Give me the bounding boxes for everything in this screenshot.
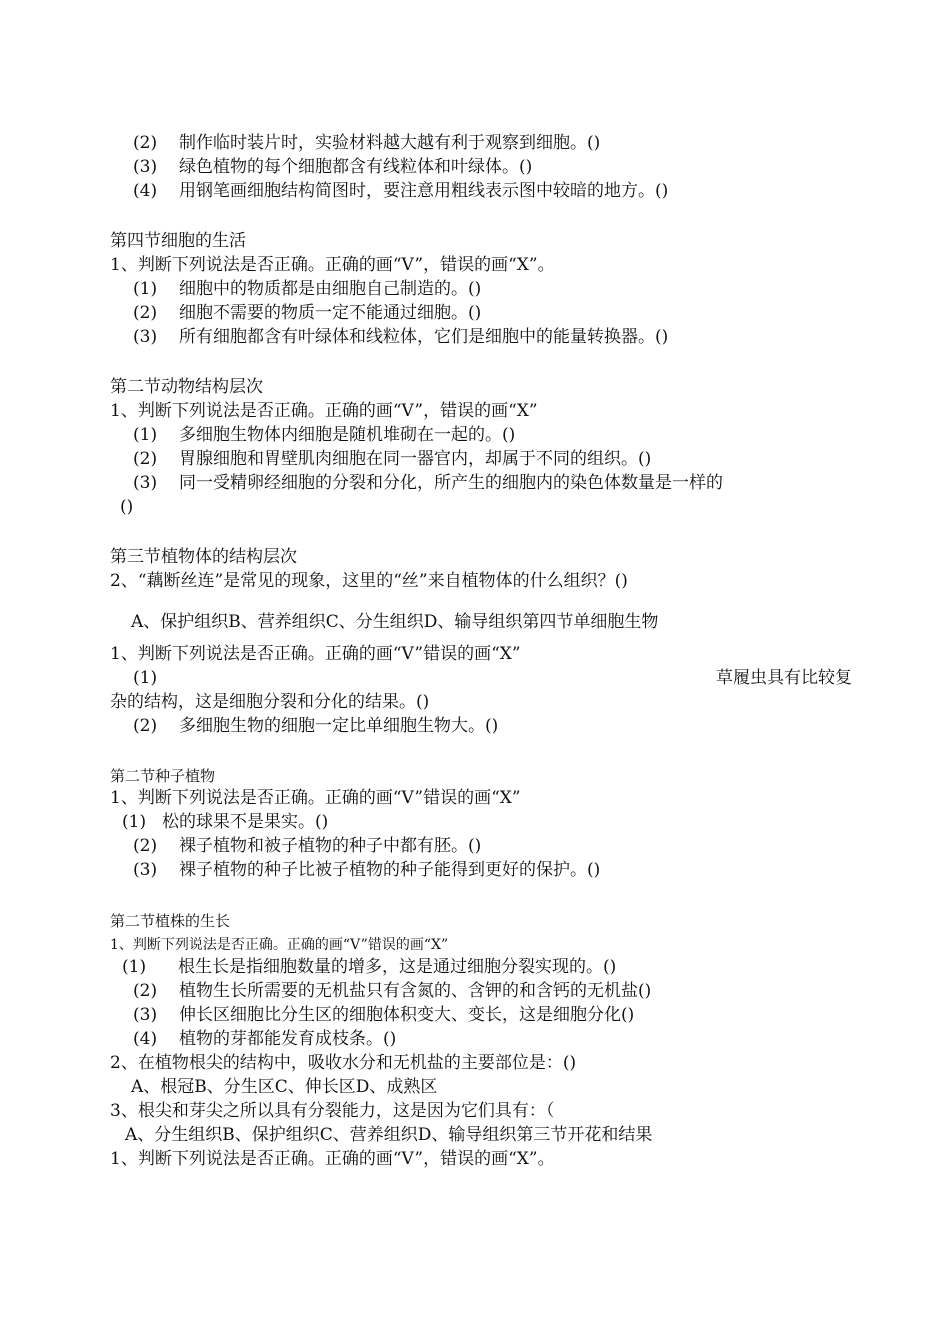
item-text: 草履虫具有比较复: [716, 668, 852, 688]
item-line: [133, 301, 481, 325]
section-heading: 第二节种子植物: [110, 767, 216, 785]
section-heading: 第四节细胞的生活: [110, 231, 246, 251]
continuation-line: (): [120, 497, 134, 517]
question-line: 1、判断下列说法是否正确。正确的画“V”错误的画“X”: [110, 788, 521, 808]
item-text: 植物的芽都能发育成枝条。(): [179, 1029, 397, 1049]
item-text: 伸长区细胞比分生区的细胞体积变大、变长，这是细胞分化(): [179, 1005, 635, 1025]
item-line: [133, 714, 498, 738]
item-text: 用钢笔画细胞结构简图时，要注意用粗线表示图中较暗的地方。(): [179, 181, 669, 201]
item-text: 胃腺细胞和胃壁肌肉细胞在同一器官内，却属于不同的组织。(): [179, 449, 652, 469]
item-text: 松的球果不是果实。(): [162, 812, 329, 832]
item-text: 细胞不需要的物质一定不能通过细胞。(): [179, 303, 482, 323]
item-number: (2): [133, 449, 158, 469]
question-line: 1、判断下列说法是否正确。正确的画“V”错误的画“X”: [110, 644, 521, 664]
section-heading: 第二节动物结构层次: [110, 377, 263, 397]
item-line: [133, 155, 532, 179]
item-text: 根生长是指细胞数量的增多，这是通过细胞分裂实现的。(): [178, 957, 617, 977]
item-number: (3): [133, 473, 158, 493]
item-number: (2): [133, 981, 158, 1001]
item-line: [122, 955, 616, 979]
item-line: [122, 810, 328, 834]
item-number: (2): [133, 836, 158, 856]
item-text: 所有细胞都含有叶绿体和线粒体，它们是细胞中的能量转换器。(): [179, 327, 669, 347]
item-number: (2): [133, 133, 158, 153]
item-line: [133, 858, 600, 882]
item-line: [133, 447, 651, 471]
item-number: (1): [133, 425, 158, 445]
item-line: [133, 179, 668, 203]
question-line: 1、判断下列说法是否正确。正确的画“V”，错误的画“X”: [110, 401, 538, 421]
item-number: (1): [122, 957, 147, 977]
item-line: [133, 1027, 396, 1051]
item-number: (3): [133, 1005, 158, 1025]
item-text: 细胞中的物质都是由细胞自己制造的。(): [179, 279, 482, 299]
question-line: 1、判断下列说法是否正确。正确的画“V”，错误的画“X”。: [110, 1149, 555, 1169]
item-text: 植物生长所需要的无机盐只有含氮的、含钾的和含钙的无机盐(): [179, 981, 652, 1001]
item-number: (4): [133, 181, 158, 201]
question-line: 2、“藕断丝连”是常见的现象，这里的“丝”来自植物体的什么组织？(): [110, 571, 628, 591]
question-line: 2、在植物根尖的结构中，吸收水分和无机盐的主要部位是：(): [110, 1053, 577, 1073]
section-heading: 第二节植株的生长: [110, 912, 231, 930]
continuation-line: 杂的结构，这是细胞分裂和分化的结果。(): [110, 692, 430, 712]
item-text: 裸子植物和被子植物的种子中都有胚。(): [179, 836, 482, 856]
item-line: [133, 979, 651, 1003]
item-text: 多细胞生物的细胞一定比单细胞生物大。(): [179, 716, 499, 736]
item-line: [133, 1003, 634, 1027]
item-number: (4): [133, 1029, 158, 1049]
item-line: [133, 325, 668, 349]
item-text: 制作临时装片时，实验材料越大越有利于观察到细胞。(): [179, 133, 601, 153]
question-line: 1、判断下列说法是否正确。正确的画“V”，错误的画“X”。: [110, 255, 555, 275]
item-text: 多细胞生物体内细胞是随机堆砌在一起的。(): [179, 425, 516, 445]
item-text: 裸子植物的种子比被子植物的种子能得到更好的保护。(): [179, 860, 601, 880]
options-line: A、分生组织B、保护组织C、营养组织D、输导组织第三节开花和结果: [125, 1125, 653, 1145]
item-number: (1): [133, 668, 158, 688]
item-number: (1): [122, 812, 147, 832]
item-line: [133, 423, 515, 447]
item-number: (1): [133, 279, 158, 299]
question-line: 3、根尖和芽尖之所以具有分裂能力，这是因为它们具有：（: [110, 1101, 555, 1121]
options-line: A、根冠B、分生区C、伸长区D、成熟区: [131, 1077, 438, 1097]
item-text: 绿色植物的每个细胞都含有线粒体和叶绿体。(): [179, 157, 533, 177]
item-line: [133, 131, 600, 155]
item-line: [133, 471, 723, 495]
item-number: (2): [133, 716, 158, 736]
item-line: [133, 834, 481, 858]
item-line: [133, 277, 481, 301]
item-number: (3): [133, 327, 158, 347]
question-line: 1、判断下列说法是否正确。正确的画“V”错误的画“X”: [110, 937, 449, 953]
section-heading: 第三节植物体的结构层次: [110, 547, 297, 567]
item-number: (3): [133, 157, 158, 177]
item-text: 同一受精卵经细胞的分裂和分化，所产生的细胞内的染色体数量是一样的: [179, 473, 723, 493]
item-number: (2): [133, 303, 158, 323]
options-line: A、保护组织B、营养组织C、分生组织D、输导组织第四节单细胞生物: [131, 612, 659, 632]
item-number: (3): [133, 860, 158, 880]
